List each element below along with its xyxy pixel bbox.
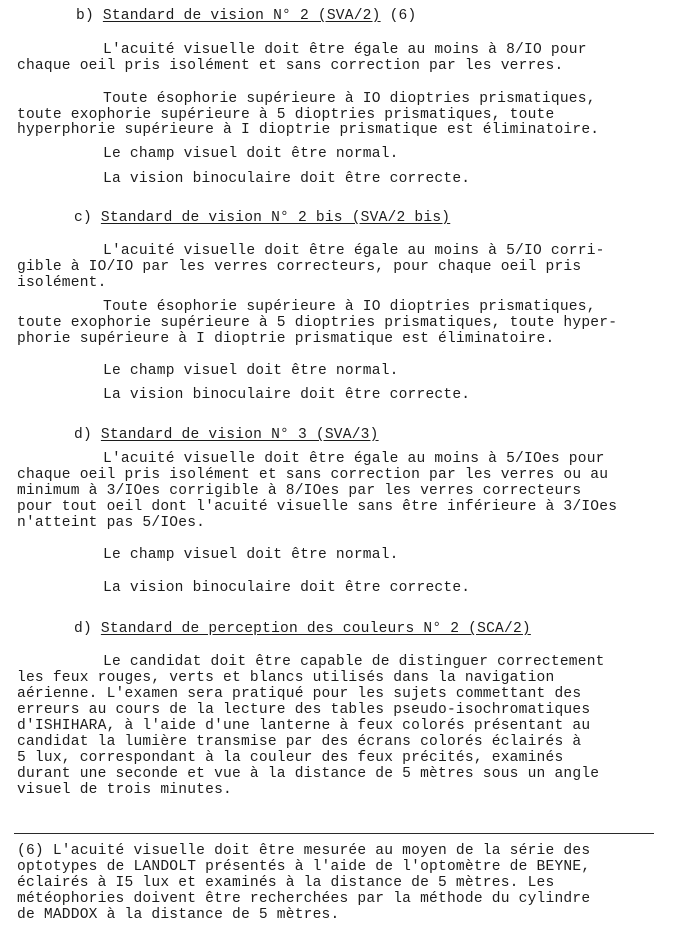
text-line: hyperphorie supérieure à I dioptrie prismatique est éliminatoire. bbox=[17, 122, 600, 138]
section-letter: d) bbox=[74, 427, 92, 443]
section-letter: d) bbox=[74, 621, 92, 637]
section-d2-heading bbox=[74, 621, 531, 637]
text-line: pour tout oeil dont l'acuité visuelle sans être inférieure à 3/IOes bbox=[17, 499, 618, 515]
text-line: les feux rouges, verts et blancs utilisés dans la navigation bbox=[17, 670, 555, 686]
footnote-line: météophories doivent être recherchées par la méthode du cylindre bbox=[17, 891, 591, 907]
text-line: minimum à 3/IOes corrigible à 8/IOes par les verres correcteurs bbox=[17, 483, 582, 499]
footnote-divider bbox=[14, 833, 654, 834]
text-line: toute exophorie supérieure à 5 dioptries prismatiques, toute bbox=[17, 107, 555, 123]
section-d-heading bbox=[74, 427, 379, 443]
text-line: L'acuité visuelle doit être égale au moins à 5/IOes pour bbox=[103, 451, 605, 467]
footnote-line: (6) L'acuité visuelle doit être mesurée au moyen de la série des bbox=[17, 843, 591, 859]
text-line: phorie supérieure à I dioptrie prismatique est éliminatoire. bbox=[17, 331, 555, 347]
text-line: 5 lux, correspondant à la couleur des feux précités, examinés bbox=[17, 750, 564, 766]
text-line: La vision binoculaire doit être correcte. bbox=[103, 580, 471, 596]
footnote-reference: (6) bbox=[389, 8, 417, 24]
text-line: erreurs au cours de la lecture des tables pseudo-isochromatiques bbox=[17, 702, 591, 718]
text-line: n'atteint pas 5/IOes. bbox=[17, 515, 206, 531]
text-line: Toute ésophorie supérieure à IO dioptries prismatiques, bbox=[103, 91, 596, 107]
text-line: La vision binoculaire doit être correcte. bbox=[103, 171, 471, 187]
text-line: visuel de trois minutes. bbox=[17, 782, 232, 798]
section-letter: b) bbox=[76, 8, 94, 24]
section-title: Standard de perception des couleurs N° 2 (SCA/2) bbox=[100, 621, 531, 637]
text-line: candidat la lumière transmise par des écrans colorés éclairés à bbox=[17, 734, 582, 750]
text-line: Toute ésophorie supérieure à IO dioptries prismatiques, bbox=[103, 299, 596, 315]
footnote-line: de MADDOX à la distance de 5 mètres. bbox=[17, 907, 340, 923]
text-line: gible à IO/IO par les verres correcteurs, pour chaque oeil pris bbox=[17, 259, 582, 275]
text-line: chaque oeil pris isolément et sans correction par les verres. bbox=[17, 58, 564, 74]
text-line: L'acuité visuelle doit être égale au moins à 8/IO pour bbox=[103, 42, 587, 58]
section-title: Standard de vision N° 3 (SVA/3) bbox=[100, 427, 379, 443]
text-line: chaque oeil pris isolément et sans correction par les verres ou au bbox=[17, 467, 609, 483]
section-c-heading bbox=[74, 210, 450, 226]
text-line: isolément. bbox=[17, 275, 107, 291]
section-letter: c) bbox=[74, 210, 92, 226]
text-line: d'ISHIHARA, à l'aide d'une lanterne à feux colorés présentant au bbox=[17, 718, 591, 734]
text-line: Le champ visuel doit être normal. bbox=[103, 547, 399, 563]
section-b-heading bbox=[76, 8, 416, 24]
text-line: L'acuité visuelle doit être égale au moins à 5/IO corri- bbox=[103, 243, 605, 259]
footnote-line: optotypes de LANDOLT présentés à l'aide de l'optomètre de BEYNE, bbox=[17, 859, 591, 875]
text-line: La vision binoculaire doit être correcte. bbox=[103, 387, 471, 403]
footnote-line: éclairés à I5 lux et examinés à la distance de 5 mètres. Les bbox=[17, 875, 555, 891]
text-line: aérienne. L'examen sera pratiqué pour les sujets commettant des bbox=[17, 686, 582, 702]
text-line: Le champ visuel doit être normal. bbox=[103, 146, 399, 162]
text-line: Le candidat doit être capable de distinguer correctement bbox=[103, 654, 605, 670]
text-line: durant une seconde et vue à la distance de 5 mètres sous un angle bbox=[17, 766, 600, 782]
section-title: Standard de vision N° 2 bis (SVA/2 bis) bbox=[100, 210, 451, 226]
text-line: toute exophorie supérieure à 5 dioptries prismatiques, toute hyper- bbox=[17, 315, 618, 331]
section-title: Standard de vision N° 2 (SVA/2) bbox=[102, 8, 381, 24]
text-line: Le champ visuel doit être normal. bbox=[103, 363, 399, 379]
